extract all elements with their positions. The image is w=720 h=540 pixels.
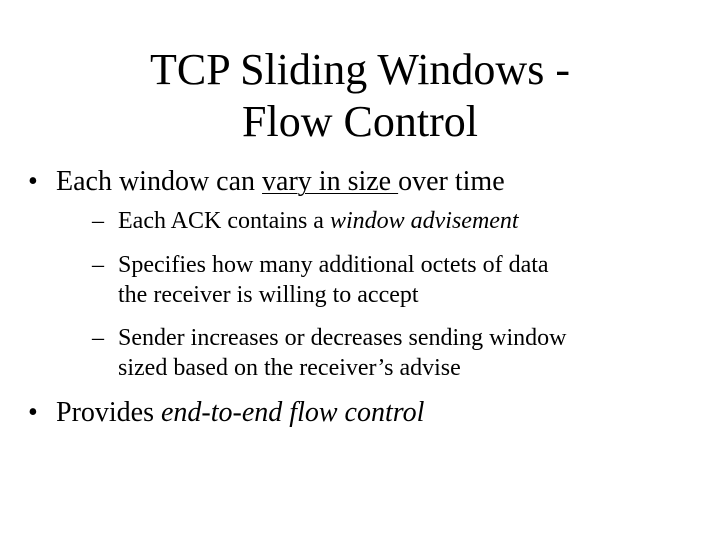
subbullet-marker: – [92,325,104,351]
bullet-text-underlined: vary in size [262,166,399,197]
slide-title [0,44,720,148]
bullet-text [56,166,505,198]
bullet-text-post: over time [398,166,505,197]
subbullet-line-2: sized based on the receiver’s advise [118,355,461,381]
bullet-text-pre: Each window can [56,166,263,197]
subbullet-text [118,250,549,310]
subbullet-line-2: the receiver is willing to accept [118,282,419,308]
bullet-text-pre: Provides [56,397,161,428]
subbullet-text [118,323,567,383]
subbullet-line-1: Specifies how many additional octets of data [118,252,549,278]
slide-title-line-2: Flow Control [242,97,478,146]
bullet-text-italic: end-to-end flow control [161,397,425,428]
subbullet-text-pre: Each ACK contains a [118,208,330,234]
bullet-text [56,397,424,429]
bullet-marker: • [28,397,38,428]
bullet-marker: • [28,166,38,197]
subbullet-text-italic: window advisement [329,208,519,234]
subbullet-marker: – [92,252,104,278]
slide-title-line-1: TCP Sliding Windows - [150,45,570,94]
subbullet-line-1: Sender increases or decreases sending window [118,325,567,351]
subbullet-text [118,206,519,236]
subbullet-marker: – [92,208,104,234]
